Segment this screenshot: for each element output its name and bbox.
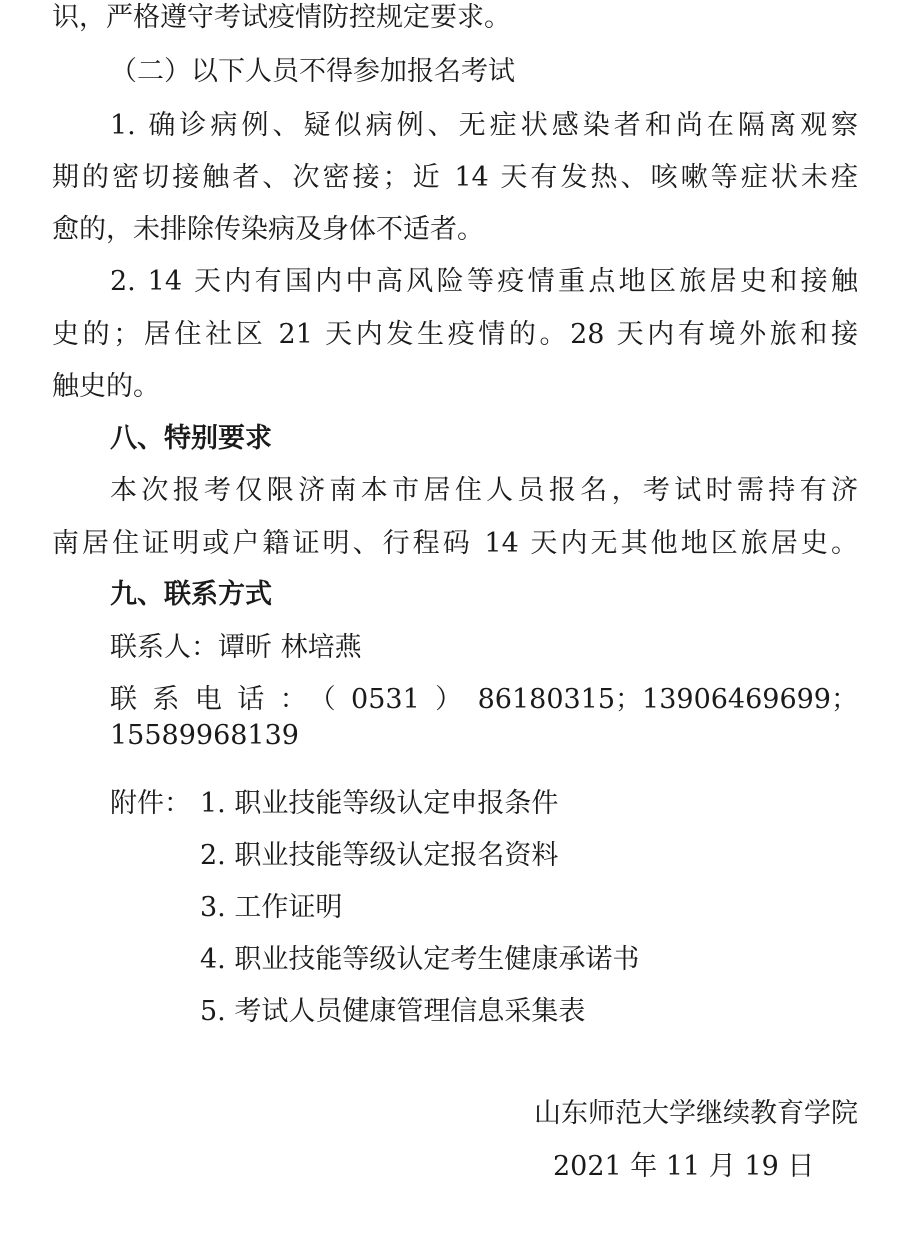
attachment-item: 4. 职业技能等级认定考生健康承诺书 (200, 944, 640, 975)
attachments-label: 附件： (110, 788, 191, 819)
paragraph-continuation: 识，严格遵守考试疫情防控规定要求。 (52, 2, 511, 33)
subsection-heading: （二）以下人员不得参加报名考试 (110, 56, 515, 87)
paragraph-line: 触史的。 (52, 371, 160, 402)
contact-phone: 联系电话：（0531）86180315；13906469699；15589968139 (110, 684, 858, 751)
attachment-item: 1. 职业技能等级认定申报条件 (200, 788, 559, 819)
section-heading-contact: 九、联系方式 (110, 579, 272, 610)
paragraph-line: 愈的，未排除传染病及身体不适者。 (52, 214, 484, 245)
signature-date: 2021 年 11 月 19 日 (553, 1151, 815, 1182)
paragraph-line: 1. 确诊病例、疑似病例、无症状感染者和尚在隔离观察 (110, 110, 858, 141)
paragraph-line: 2. 14 天内有国内中高风险等疫情重点地区旅居史和接触 (110, 266, 858, 297)
paragraph-line: 南居住证明或户籍证明、行程码 14 天内无其他地区旅居史。 (52, 528, 858, 559)
signature-organization: 山东师范大学继续教育学院 (534, 1098, 858, 1129)
contact-person: 联系人：谭昕 林培燕 (110, 632, 362, 663)
attachment-item: 5. 考试人员健康管理信息采集表 (200, 996, 586, 1027)
paragraph-line: 本次报考仅限济南本市居住人员报名，考试时需持有济 (110, 475, 858, 506)
section-heading-special-requirements: 八、特别要求 (110, 423, 272, 454)
paragraph-line: 史的；居住社区 21 天内发生疫情的。28 天内有境外旅和接 (52, 319, 858, 350)
attachment-item: 3. 工作证明 (200, 892, 343, 923)
attachment-item: 2. 职业技能等级认定报名资料 (200, 840, 559, 871)
paragraph-line: 期的密切接触者、次密接；近 14 天有发热、咳嗽等症状未痊 (52, 162, 858, 193)
